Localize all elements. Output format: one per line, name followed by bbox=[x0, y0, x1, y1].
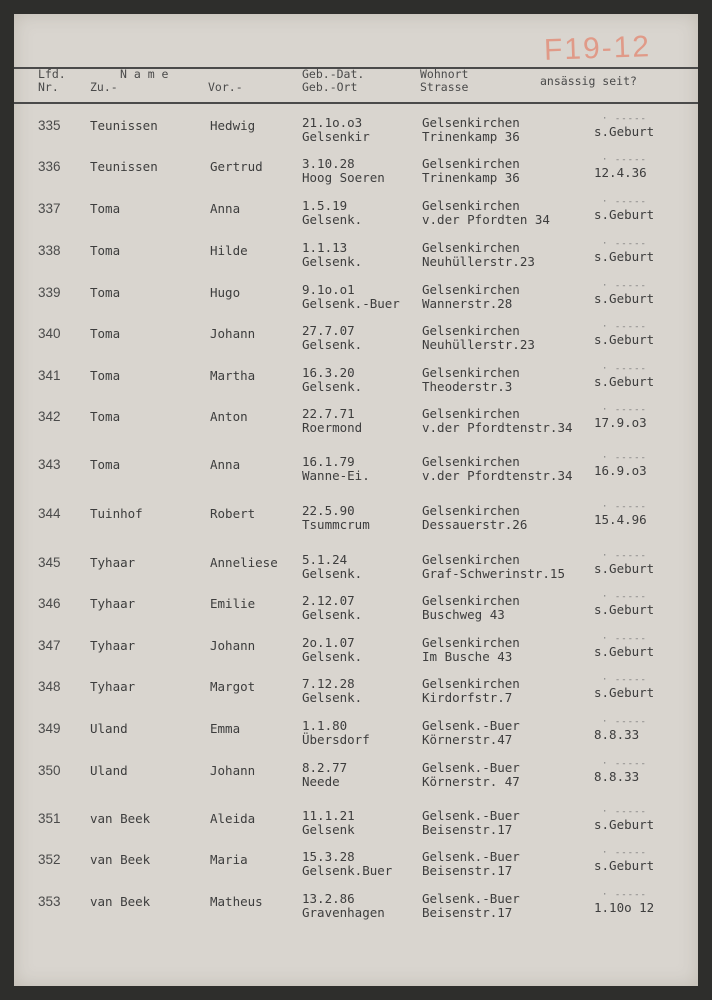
residence-street: Im Busche 43 bbox=[422, 649, 513, 664]
first-name: Emilie bbox=[210, 596, 256, 611]
birth-place: Hoog Soeren bbox=[302, 170, 385, 185]
residence-town: Gelsenkirchen bbox=[422, 406, 520, 421]
residence-town: Gelsenkirchen bbox=[422, 552, 520, 567]
surname: van Beek bbox=[90, 894, 151, 909]
row-number: 342 bbox=[38, 409, 61, 424]
first-name: Anton bbox=[210, 409, 248, 424]
resident-since: s.Geburt bbox=[594, 685, 655, 700]
header-wohnort-line1: Wohnort bbox=[420, 67, 469, 81]
table-row bbox=[14, 553, 698, 593]
first-name: Hugo bbox=[210, 285, 241, 300]
surname: Toma bbox=[90, 368, 121, 383]
birth-place: Gelsenk.Buer bbox=[302, 863, 393, 878]
residence-town: Gelsenkirchen bbox=[422, 240, 520, 255]
first-name: Johann bbox=[210, 326, 256, 341]
residence-town: Gelsenkirchen bbox=[422, 282, 520, 297]
residence-street: Körnerstr. 47 bbox=[422, 774, 520, 789]
surname: van Beek bbox=[90, 811, 151, 826]
birth-place: Gelsenk bbox=[302, 822, 355, 837]
faint-marks: · ‐‐‐‐‐ bbox=[602, 239, 647, 249]
row-number: 349 bbox=[38, 721, 61, 736]
table-row bbox=[14, 407, 698, 447]
header-vor: Vor.- bbox=[208, 80, 243, 94]
first-name: Anneliese bbox=[210, 555, 278, 570]
residence-street: Dessauerstr.26 bbox=[422, 517, 528, 532]
birth-place: Gelsenk. bbox=[302, 212, 363, 227]
document-sheet bbox=[14, 14, 698, 986]
row-number: 341 bbox=[38, 368, 61, 383]
birth-place: Roermond bbox=[302, 420, 363, 435]
reference-mark: F19-12 bbox=[543, 30, 652, 67]
resident-since: 16.9.o3 bbox=[594, 463, 647, 478]
residence-street: Graf-Schwerinstr.15 bbox=[422, 566, 565, 581]
residence-town: Gelsenkirchen bbox=[422, 115, 520, 130]
table-row bbox=[14, 199, 698, 239]
first-name: Hedwig bbox=[210, 118, 256, 133]
first-name: Matheus bbox=[210, 894, 263, 909]
birth-place: Wanne-Ei. bbox=[302, 468, 370, 483]
residence-town: Gelsenkirchen bbox=[422, 198, 520, 213]
row-number: 345 bbox=[38, 555, 61, 570]
surname: Tyhaar bbox=[90, 638, 136, 653]
faint-marks: · ‐‐‐‐‐ bbox=[602, 114, 647, 124]
header-geb-line2: Geb.-Ort bbox=[302, 80, 358, 94]
residence-street: Beisenstr.17 bbox=[422, 822, 513, 837]
table-row bbox=[14, 850, 698, 890]
birth-place: Gelsenk. bbox=[302, 607, 363, 622]
birth-date: 1.1.80 bbox=[302, 718, 348, 733]
faint-marks: · ‐‐‐‐‐ bbox=[602, 322, 647, 332]
table-row bbox=[14, 809, 698, 849]
row-number: 351 bbox=[38, 811, 61, 826]
birth-date: 21.1o.o3 bbox=[302, 115, 363, 130]
birth-date: 5.1.24 bbox=[302, 552, 348, 567]
surname: Toma bbox=[90, 326, 121, 341]
residence-town: Gelsenkirchen bbox=[422, 323, 520, 338]
row-number: 337 bbox=[38, 201, 61, 216]
first-name: Anna bbox=[210, 201, 241, 216]
table-row bbox=[14, 366, 698, 406]
residence-town: Gelsenk.-Buer bbox=[422, 808, 520, 823]
resident-since: 12.4.36 bbox=[594, 165, 647, 180]
header-geb-line1: Geb.-Dat. bbox=[302, 67, 365, 81]
birth-date: 3.10.28 bbox=[302, 156, 355, 171]
birth-date: 16.3.20 bbox=[302, 365, 355, 380]
birth-date: 13.2.86 bbox=[302, 891, 355, 906]
surname: Toma bbox=[90, 409, 121, 424]
header-wohnort-line2: Strasse bbox=[420, 80, 469, 94]
surname: Uland bbox=[90, 763, 128, 778]
header-geb bbox=[302, 68, 364, 94]
residence-town: Gelsenk.-Buer bbox=[422, 849, 520, 864]
faint-marks: · ‐‐‐‐‐ bbox=[602, 364, 647, 374]
surname: Tyhaar bbox=[90, 555, 136, 570]
birth-date: 1.5.19 bbox=[302, 198, 348, 213]
faint-marks: · ‐‐‐‐‐ bbox=[602, 551, 647, 561]
row-number: 339 bbox=[38, 285, 61, 300]
first-name: Aleida bbox=[210, 811, 256, 826]
table-row bbox=[14, 761, 698, 801]
residence-town: Gelsenkirchen bbox=[422, 365, 520, 380]
header-lfd bbox=[38, 68, 66, 94]
birth-place: Gelsenk. bbox=[302, 379, 363, 394]
row-number: 344 bbox=[38, 506, 61, 521]
residence-town: Gelsenkirchen bbox=[422, 156, 520, 171]
header-lfd-line1: Lfd. bbox=[38, 67, 66, 81]
resident-since: s.Geburt bbox=[594, 561, 655, 576]
header-name-line2: Zu.- bbox=[90, 80, 118, 94]
residence-street: Beisenstr.17 bbox=[422, 863, 513, 878]
surname: Toma bbox=[90, 243, 121, 258]
birth-date: 15.3.28 bbox=[302, 849, 355, 864]
birth-place: Gelsenk. bbox=[302, 337, 363, 352]
faint-marks: · ‐‐‐‐‐ bbox=[602, 759, 647, 769]
residence-town: Gelsenk.-Buer bbox=[422, 760, 520, 775]
header-ansaessig: ansässig seit? bbox=[540, 74, 637, 88]
birth-place: Gelsenk. bbox=[302, 690, 363, 705]
resident-since: s.Geburt bbox=[594, 858, 655, 873]
birth-place: Gelsenk. bbox=[302, 649, 363, 664]
resident-since: 8.8.33 bbox=[594, 769, 640, 784]
first-name: Martha bbox=[210, 368, 256, 383]
birth-date: 22.5.90 bbox=[302, 503, 355, 518]
resident-since: s.Geburt bbox=[594, 291, 655, 306]
birth-place: Neede bbox=[302, 774, 340, 789]
surname: Toma bbox=[90, 285, 121, 300]
residence-street: Trinenkamp 36 bbox=[422, 129, 520, 144]
first-name: Johann bbox=[210, 763, 256, 778]
birth-date: 16.1.79 bbox=[302, 454, 355, 469]
birth-date: 11.1.21 bbox=[302, 808, 355, 823]
table-row bbox=[14, 116, 698, 156]
resident-since: s.Geburt bbox=[594, 332, 655, 347]
residence-street: Neuhüllerstr.23 bbox=[422, 337, 535, 352]
birth-place: Tsummcrum bbox=[302, 517, 370, 532]
residence-street: Theoderstr.3 bbox=[422, 379, 513, 394]
first-name: Robert bbox=[210, 506, 256, 521]
table-row bbox=[14, 283, 698, 323]
resident-since: s.Geburt bbox=[594, 644, 655, 659]
residence-street: v.der Pfordtenstr.34 bbox=[422, 468, 573, 483]
birth-date: 8.2.77 bbox=[302, 760, 348, 775]
first-name: Gertrud bbox=[210, 159, 263, 174]
table-row bbox=[14, 636, 698, 676]
resident-since: 17.9.o3 bbox=[594, 415, 647, 430]
birth-date: 2o.1.07 bbox=[302, 635, 355, 650]
surname: van Beek bbox=[90, 852, 151, 867]
residence-town: Gelsenkirchen bbox=[422, 454, 520, 469]
resident-since: s.Geburt bbox=[594, 374, 655, 389]
residence-town: Gelsenkirchen bbox=[422, 635, 520, 650]
row-number: 336 bbox=[38, 159, 61, 174]
birth-place: Gelsenk. bbox=[302, 566, 363, 581]
faint-marks: · ‐‐‐‐‐ bbox=[602, 717, 647, 727]
surname: Tyhaar bbox=[90, 596, 136, 611]
birth-date: 9.1o.o1 bbox=[302, 282, 355, 297]
residence-street: v.der Pfordten 34 bbox=[422, 212, 550, 227]
birth-date: 22.7.71 bbox=[302, 406, 355, 421]
birth-place: Gelsenk. bbox=[302, 254, 363, 269]
resident-since: s.Geburt bbox=[594, 817, 655, 832]
row-number: 352 bbox=[38, 852, 61, 867]
faint-marks: · ‐‐‐‐‐ bbox=[602, 155, 647, 165]
header-wohnort bbox=[420, 68, 468, 94]
row-number: 346 bbox=[38, 596, 61, 611]
row-number: 338 bbox=[38, 243, 61, 258]
faint-marks: · ‐‐‐‐‐ bbox=[602, 453, 647, 463]
table-row bbox=[14, 677, 698, 717]
residence-street: Kirdorfstr.7 bbox=[422, 690, 513, 705]
faint-marks: · ‐‐‐‐‐ bbox=[602, 807, 647, 817]
resident-since: s.Geburt bbox=[594, 207, 655, 222]
birth-place: Gelsenk.-Buer bbox=[302, 296, 400, 311]
faint-marks: · ‐‐‐‐‐ bbox=[602, 592, 647, 602]
birth-date: 1.1.13 bbox=[302, 240, 348, 255]
resident-since: s.Geburt bbox=[594, 124, 655, 139]
resident-since: s.Geburt bbox=[594, 249, 655, 264]
row-number: 348 bbox=[38, 679, 61, 694]
surname: Tyhaar bbox=[90, 679, 136, 694]
first-name: Johann bbox=[210, 638, 256, 653]
faint-marks: · ‐‐‐‐‐ bbox=[602, 634, 647, 644]
resident-since: 1.10o 12 bbox=[594, 900, 655, 915]
faint-marks: · ‐‐‐‐‐ bbox=[602, 197, 647, 207]
faint-marks: · ‐‐‐‐‐ bbox=[602, 281, 647, 291]
surname: Tuinhof bbox=[90, 506, 143, 521]
table-row bbox=[14, 324, 698, 364]
residence-street: Trinenkamp 36 bbox=[422, 170, 520, 185]
table-row bbox=[14, 455, 698, 495]
residence-town: Gelsenkirchen bbox=[422, 503, 520, 518]
first-name: Emma bbox=[210, 721, 241, 736]
first-name: Margot bbox=[210, 679, 256, 694]
faint-marks: · ‐‐‐‐‐ bbox=[602, 405, 647, 415]
first-name: Anna bbox=[210, 457, 241, 472]
residence-street: Beisenstr.17 bbox=[422, 905, 513, 920]
faint-marks: · ‐‐‐‐‐ bbox=[602, 890, 647, 900]
header-rule-bottom bbox=[14, 102, 698, 104]
surname: Teunissen bbox=[90, 159, 158, 174]
surname: Uland bbox=[90, 721, 128, 736]
row-number: 347 bbox=[38, 638, 61, 653]
first-name: Hilde bbox=[210, 243, 248, 258]
birth-place: Gelsenkir bbox=[302, 129, 370, 144]
header-name bbox=[90, 68, 168, 94]
residence-town: Gelsenkirchen bbox=[422, 676, 520, 691]
table-row bbox=[14, 892, 698, 932]
row-number: 353 bbox=[38, 894, 61, 909]
birth-place: Übersdorf bbox=[302, 732, 370, 747]
residence-street: Körnerstr.47 bbox=[422, 732, 513, 747]
row-number: 340 bbox=[38, 326, 61, 341]
row-number: 343 bbox=[38, 457, 61, 472]
surname: Toma bbox=[90, 457, 121, 472]
faint-marks: · ‐‐‐‐‐ bbox=[602, 848, 647, 858]
resident-since: 15.4.96 bbox=[594, 512, 647, 527]
faint-marks: · ‐‐‐‐‐ bbox=[602, 502, 647, 512]
residence-street: Buschweg 43 bbox=[422, 607, 505, 622]
birth-place: Gravenhagen bbox=[302, 905, 385, 920]
residence-town: Gelsenk.-Buer bbox=[422, 891, 520, 906]
surname: Toma bbox=[90, 201, 121, 216]
surname: Teunissen bbox=[90, 118, 158, 133]
table-row bbox=[14, 504, 698, 544]
table-row bbox=[14, 241, 698, 281]
table-row bbox=[14, 157, 698, 197]
header-name-line1: N a m e bbox=[120, 67, 169, 81]
resident-since: 8.8.33 bbox=[594, 727, 640, 742]
residence-street: Wannerstr.28 bbox=[422, 296, 513, 311]
birth-date: 27.7.07 bbox=[302, 323, 355, 338]
row-number: 350 bbox=[38, 763, 61, 778]
residence-town: Gelsenkirchen bbox=[422, 593, 520, 608]
faint-marks: · ‐‐‐‐‐ bbox=[602, 675, 647, 685]
birth-date: 2.12.07 bbox=[302, 593, 355, 608]
birth-date: 7.12.28 bbox=[302, 676, 355, 691]
row-number: 335 bbox=[38, 118, 61, 133]
header-lfd-line2: Nr. bbox=[38, 80, 59, 94]
residence-street: v.der Pfordtenstr.34 bbox=[422, 420, 573, 435]
residence-street: Neuhüllerstr.23 bbox=[422, 254, 535, 269]
residence-town: Gelsenk.-Buer bbox=[422, 718, 520, 733]
first-name: Maria bbox=[210, 852, 248, 867]
table-row bbox=[14, 594, 698, 634]
table-row bbox=[14, 719, 698, 759]
resident-since: s.Geburt bbox=[594, 602, 655, 617]
